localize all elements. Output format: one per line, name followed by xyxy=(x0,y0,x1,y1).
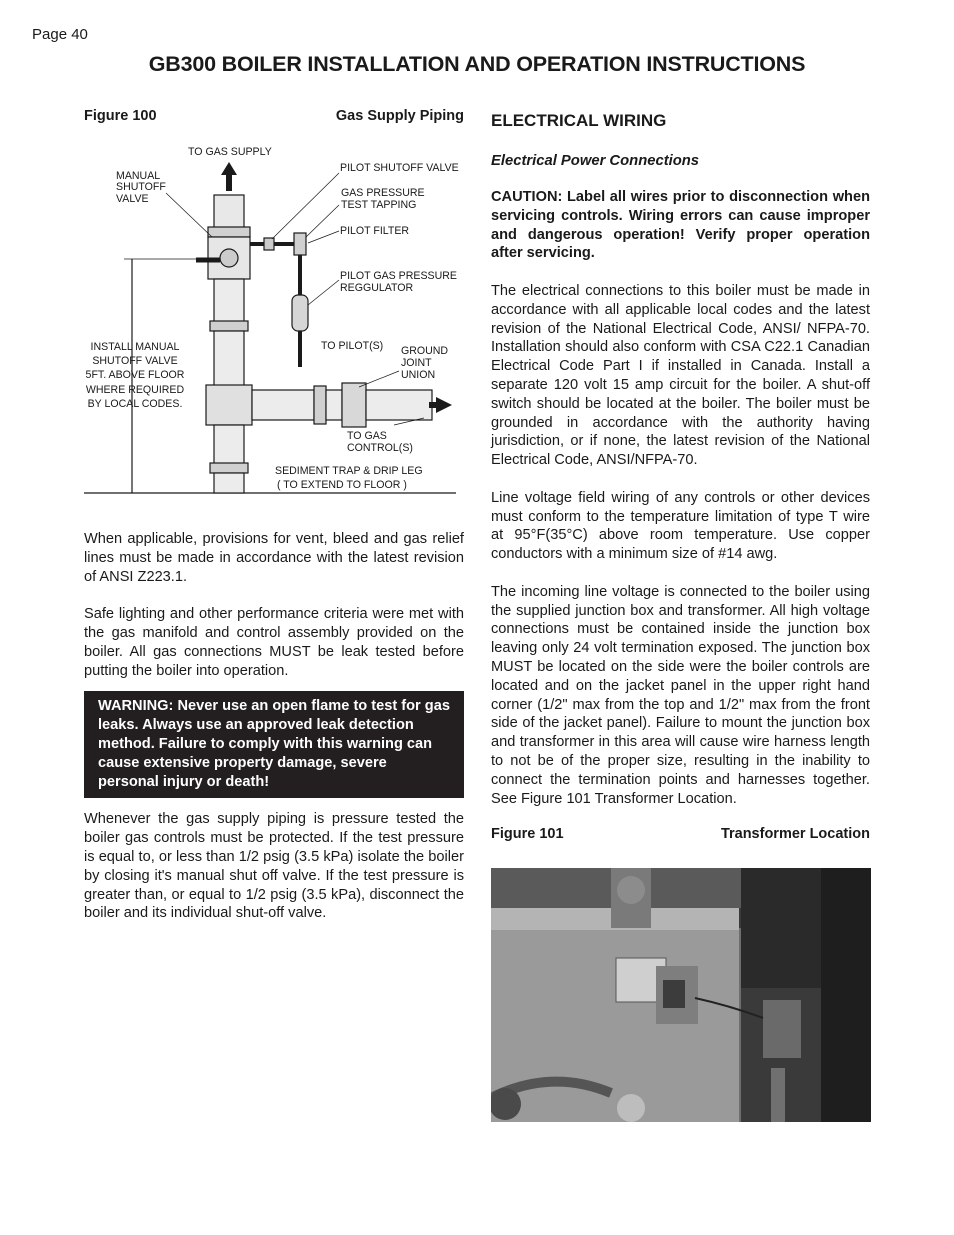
jacket-panel xyxy=(491,928,739,1122)
svg-text:SHUTOFF: SHUTOFF xyxy=(116,181,166,193)
label-manual-valve: MANUAL xyxy=(116,170,161,182)
transformer xyxy=(663,980,685,1008)
label-install-note: INSTALL MANUAL xyxy=(90,341,180,353)
pilot-regulator xyxy=(292,295,308,331)
svg-text:VALVE: VALVE xyxy=(116,193,149,205)
ground-joint-union xyxy=(342,383,366,427)
right-column xyxy=(491,108,870,842)
label-to-gas-supply: TO GAS SUPPLY xyxy=(188,146,272,158)
figure-100-caption xyxy=(84,108,464,124)
tee-fitting xyxy=(206,385,252,425)
label-to-pilot: TO PILOT(S) xyxy=(321,340,384,352)
svg-text:BY LOCAL CODES.: BY LOCAL CODES. xyxy=(87,398,183,410)
label-sediment-trap: SEDIMENT TRAP & DRIP LEG xyxy=(275,465,423,477)
svg-text:( TO EXTEND TO FLOOR ): ( TO EXTEND TO FLOOR ) xyxy=(277,479,407,491)
label-pilot-filter: PILOT FILTER xyxy=(340,225,410,237)
label-ground-joint-union: GROUND xyxy=(401,345,449,357)
subsection-title: Electrical Power Connections xyxy=(491,153,700,169)
figure-101-number: Figure 101 xyxy=(491,826,564,843)
svg-text:UNION: UNION xyxy=(401,369,436,381)
caution-text: CAUTION: Label all wires prior to disconnection when servicing controls. Wiring errors can cause improper and dangerous operation! Verify proper operation after servicing. xyxy=(491,189,870,262)
pilot-filter xyxy=(294,233,306,255)
paragraph-pressure-test: Whenever the gas supply piping is pressure tested the boiler gas controls must be protected. If the test pressure is equal to, or less than 1/2 psig (3.5 kPa) isolate the boiler by closing it's manual shut off valve. If the test pressure is greater than, or equal to 1/2 psig (3.5 kPa), disconnect the boiler and its individual shut-off valve. xyxy=(84,811,464,922)
up-arrow-icon xyxy=(221,162,237,191)
svg-text:REGGULATOR: REGGULATOR xyxy=(340,282,414,294)
label-gas-test-tapping: GAS PRESSURE xyxy=(341,187,425,199)
control-box xyxy=(763,1000,801,1058)
figure-101-caption xyxy=(491,826,870,842)
transformer-location-photo xyxy=(491,868,871,1122)
svg-text:CONTROL(S): CONTROL(S) xyxy=(347,442,413,454)
svg-text:JOINT: JOINT xyxy=(401,357,432,369)
warning-box: WARNING: Never use an open flame to test for gas leaks. Always use an approved leak detection method. Failure to comply with this warning can cause extensive property damage, severe personal injury or death! xyxy=(84,691,464,798)
label-pilot-shutoff: PILOT SHUTOFF VALVE xyxy=(340,162,459,174)
section-title-electrical-wiring: ELECTRICAL WIRING xyxy=(491,111,667,130)
figure-101-title: Transformer Location xyxy=(720,826,870,843)
gas-supply-piping-diagram xyxy=(84,135,464,500)
figure-100-title: Gas Supply Piping xyxy=(335,108,464,124)
label-pilot-regulator: PILOT GAS PRESSURE xyxy=(340,270,457,282)
drip-leg xyxy=(214,425,244,465)
svg-text:TEST TAPPING: TEST TAPPING xyxy=(341,199,417,211)
page-title: GB300 BOILER INSTALLATION AND OPERATION INSTRUCTIONS xyxy=(148,52,806,76)
page-number: Page 40 xyxy=(32,26,88,43)
svg-text:5FT. ABOVE FLOOR: 5FT. ABOVE FLOOR xyxy=(85,369,185,381)
figure-100-number: Figure 100 xyxy=(84,108,157,124)
svg-text:SHUTOFF VALVE: SHUTOFF VALVE xyxy=(92,355,178,367)
paragraph-safe-lighting: Safe lighting and other performance criteria were met with the gas manifold and control assembly provided on the boiler. All gas connections MUST be leak tested before putting the boiler into operation. xyxy=(84,606,464,679)
paragraph-electrical-codes: The electrical connections to this boiler must be made in accordance with all applicable local codes and the latest revision of the National Electrical Code, ANSI/ NFPA-70. Installation should also conform with CSA C22.1 Canadian Electrical Code Part I if installed in Canada. Install a separate 120 volt 15 amp circuit for the boiler. A shut-off switch should be located at the boiler. The boiler must be grounded in accordance with the authority having jurisdiction, or if none, the latest revision of the National Electrical Code, ANSI/NFPA-70. xyxy=(491,282,870,469)
right-arrow-icon xyxy=(436,397,452,413)
valve-handle xyxy=(220,249,238,267)
svg-text:WHERE REQUIRED: WHERE REQUIRED xyxy=(85,384,185,396)
label-to-gas-control: TO GAS xyxy=(347,430,387,442)
paragraph-line-voltage: Line voltage field wiring of any controls or other devices must conform to the temperature limitation of type T wire at 95°F(35°C) above room temperature. Use copper conductors with a minimum size of #14 awg. xyxy=(491,489,870,563)
paragraph-vent-relief: When applicable, provisions for vent, bleed and gas relief lines must be made in accordance with the latest revision of ANSI Z223.1. xyxy=(84,531,464,585)
paragraph-junction-box: The incoming line voltage is connected to the boiler using the supplied junction box and transformer. All high voltage connections must be contained inside the junction box leaving only 24 volt termination exposed. The junction box MUST be located on the side were the boiler controls are located and on the jacket panel in the upper right hand corner (1/2" max from the top and 1/2" max from the front side of the jacket panel). Failure to mount the junction box and transformer in this area will cause wire harness length to not be of the proper size, resulting in the inability to connect the termination points and harnesses together. See Figure 101 Transformer Location. xyxy=(491,583,870,807)
